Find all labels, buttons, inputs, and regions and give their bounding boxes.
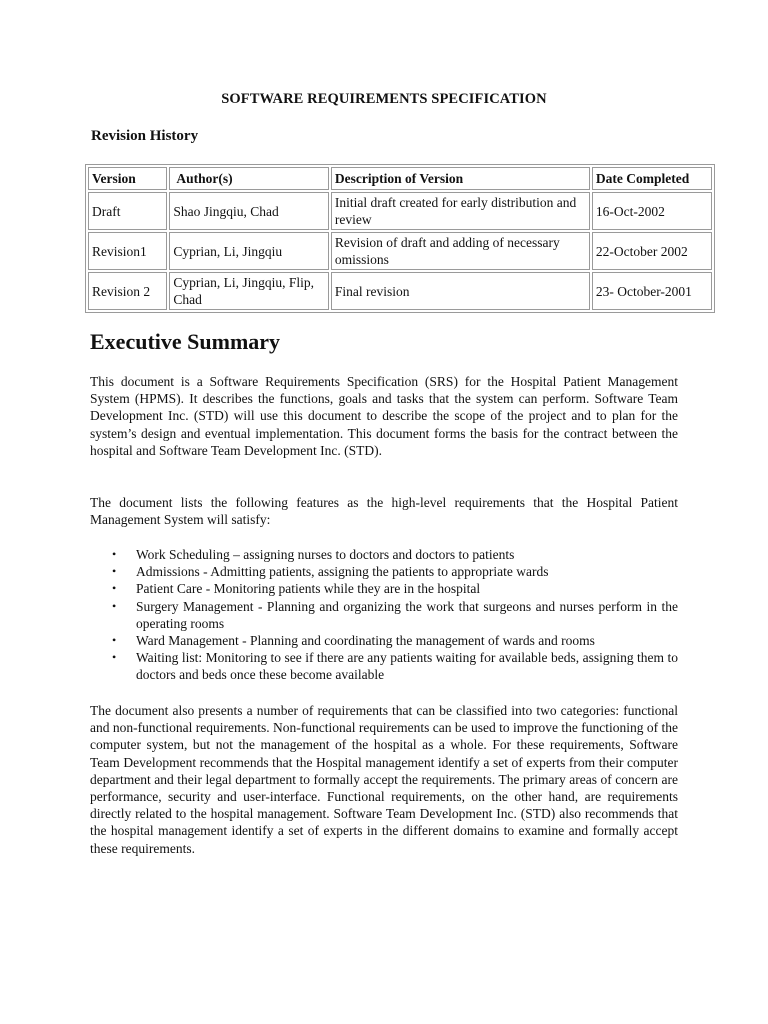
cell-description: Final revision [331, 272, 590, 310]
summary-paragraph-3: The document also presents a number of requirements that can be classified into two categories: functional and non-functional requirements. Non-functional requirements can be used to improve the functioning of the computer system, but not the management of the hospital as a whole. For these requirements, Software Team Development recommends that the Hospital management identify a set of experts from their computer department and their legal department to formally accept the requirements. The primary areas of concern are performance, security and user-interface. Functional requirements, on the other hand, are requirements directly related to the hospital management. Software Team Development Inc. (STD) also recommends that the hospital management identify a set of experts in the different domains to examine and formally accept these requirements. [90, 703, 678, 856]
list-item [90, 580, 678, 597]
executive-summary-heading: Executive Summary [90, 329, 281, 354]
bullet-icon: • [112, 564, 117, 579]
list-item [90, 546, 678, 563]
cell-version: Revision 2 [88, 272, 167, 310]
list-item-text: Surgery Management - Planning and organizing the work that surgeons and nurses perform in the operating rooms [136, 598, 678, 631]
cell-description: Revision of draft and adding of necessary omissions [331, 232, 590, 270]
table-row [88, 192, 712, 230]
bullet-icon: • [112, 650, 117, 665]
summary-paragraph-1: This document is a Software Requirements Specification (SRS) for the Hospital Patient Management System (HPMS). It describes the functions, goals and tasks that the system can perform. Software Team Development Inc. (STD) will use this document to describe the scope of the project and to plan for the system’s design and eventual implementation. This document forms the basis for the contract between the hospital and Software Team Development Inc. (STD). [90, 374, 678, 458]
summary-paragraph-2: The document lists the following features as the high-level requirements that the Hospital Patient Management System will satisfy: [90, 495, 678, 528]
bullet-icon: • [112, 598, 117, 613]
cell-authors: Cyprian, Li, Jingqiu, Flip, Chad [169, 272, 328, 310]
cell-date: 23- October-2001 [592, 272, 712, 310]
bullet-icon: • [112, 547, 117, 561]
table-row [88, 232, 712, 270]
document-title: SOFTWARE REQUIREMENTS SPECIFICATION [221, 91, 547, 107]
cell-version: Revision1 [88, 232, 167, 270]
table-header-row [88, 167, 712, 190]
cell-authors: Shao Jingqiu, Chad [169, 192, 328, 230]
revision-history-table [85, 164, 715, 313]
table-row [88, 272, 712, 310]
list-item [90, 649, 678, 683]
list-item-text: Admissions - Admitting patients, assigning the patients to appropriate wards [136, 564, 549, 580]
header-description: Description of Version [331, 167, 590, 190]
bullet-icon: • [112, 633, 117, 648]
cell-date: 22-October 2002 [592, 232, 712, 270]
bullet-icon: • [112, 581, 117, 596]
header-version: Version [88, 167, 167, 190]
features-list [90, 546, 678, 684]
list-item [90, 632, 678, 649]
list-item-text: Patient Care - Monitoring patients while they are in the hospital [136, 581, 481, 597]
list-item-text: Waiting list: Monitoring to see if there are any patients waiting for available beds, assigning them to doctors and beds once these become available [136, 650, 678, 683]
cell-date: 16-Oct-2002 [592, 192, 712, 230]
list-item [90, 598, 678, 632]
cell-version: Draft [88, 192, 167, 230]
list-item-text: Work Scheduling – assigning nurses to doctors and doctors to patients [136, 547, 515, 562]
cell-authors: Cyprian, Li, Jingqiu [169, 232, 328, 270]
revision-history-heading: Revision History [91, 128, 199, 144]
header-authors: Author(s) [169, 167, 328, 190]
cell-description: Initial draft created for early distribution and review [331, 192, 590, 230]
list-item-text: Ward Management - Planning and coordinating the management of wards and rooms [136, 633, 595, 649]
header-date-completed: Date Completed [592, 167, 712, 190]
list-item [90, 563, 678, 580]
